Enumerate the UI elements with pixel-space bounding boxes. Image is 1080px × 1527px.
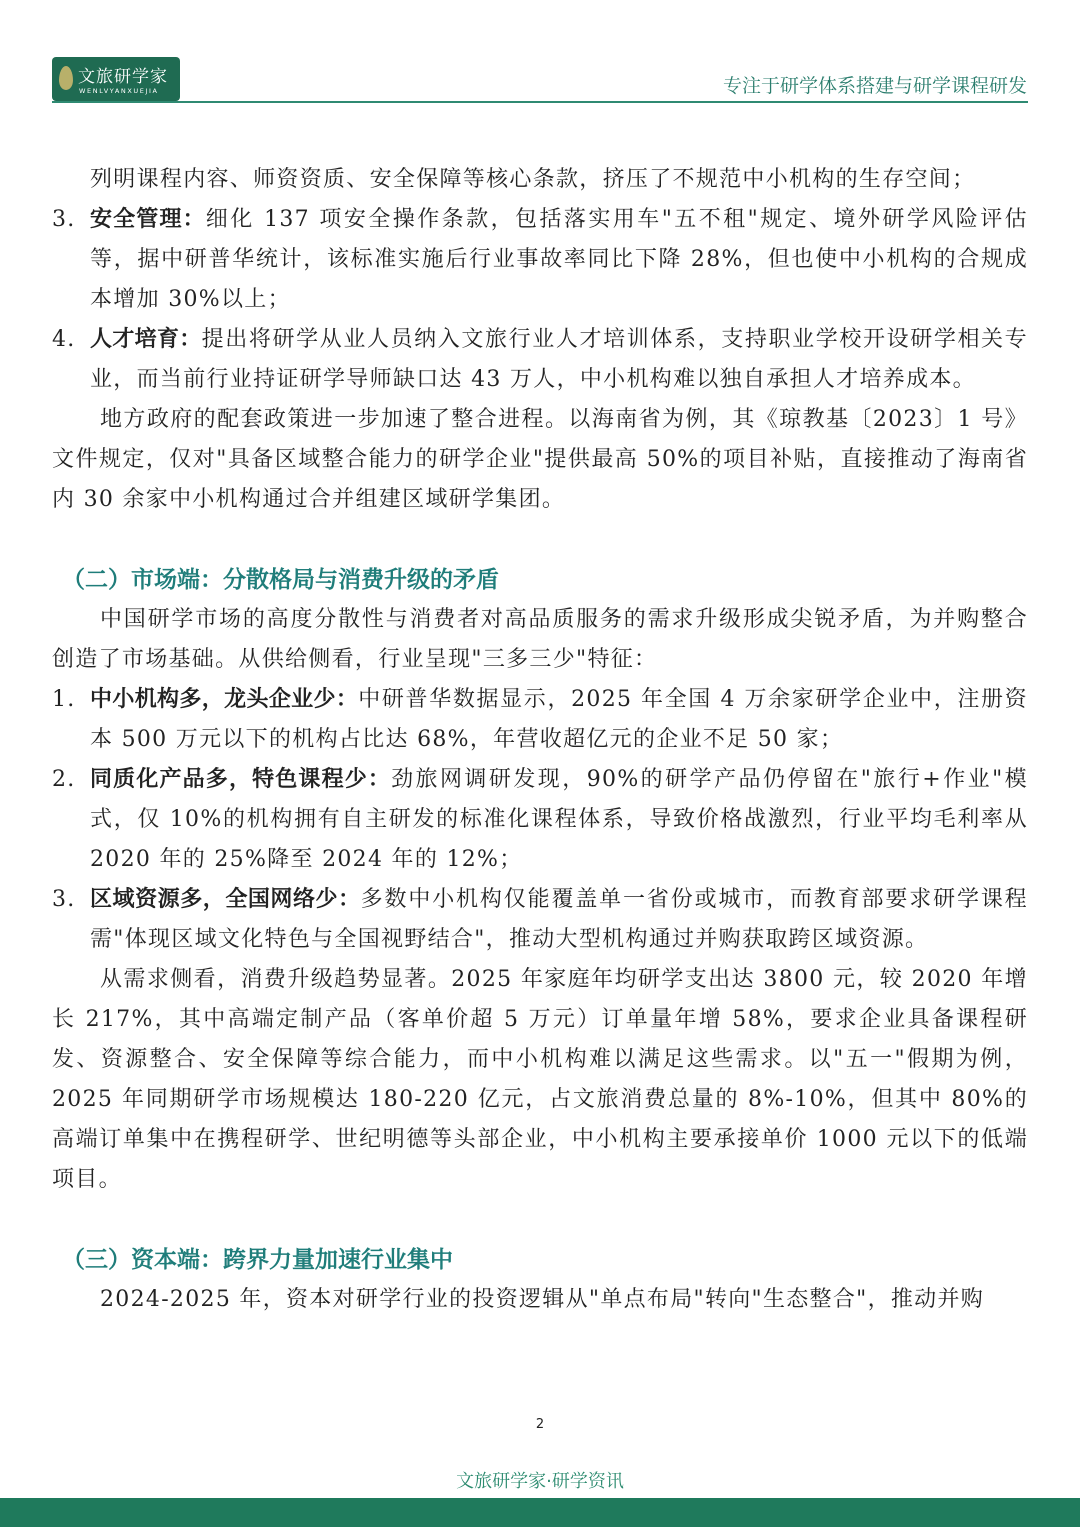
list-item-text: 劲旅网调研发现，90%的研学产品仍停留在"旅行+作业"模式，仅 10%的机构拥有自主研发的标准化课程体系，导致价格战激烈，行业平均毛利率从 2020 年的 25%降至 2024 年的 12%； xyxy=(90,767,1028,872)
page-number: 2 xyxy=(535,1417,545,1432)
list-item-text: 提出将研学从业人员纳入文旅行业人才培训体系，支持职业学校开设研学相关专业，而当前行业持证研学导师缺口达 43 万人，中小机构难以独自承担人才培养成本。 xyxy=(90,327,1028,392)
paragraph-capital: 2024-2025 年，资本对研学行业的投资逻辑从"单点布局"转向"生态整合"，推动并购 xyxy=(100,1287,985,1312)
leaf-icon xyxy=(59,66,73,90)
footer-bar xyxy=(0,1498,1080,1527)
list-number: 4. xyxy=(52,327,76,352)
footer-text: 文旅研学家·研学资讯 xyxy=(456,1471,624,1492)
list-number: 2. xyxy=(52,767,76,792)
list-item-products xyxy=(52,760,1028,880)
list-number: 1. xyxy=(52,687,76,712)
paragraph-market-intro: 中国研学市场的高度分散性与消费者对高品质服务的需求升级形成尖锐矛盾，为并购整合创造了市场基础。从供给侧看，行业呈现"三多三少"特征： xyxy=(52,607,1028,672)
document-body xyxy=(52,160,1028,1320)
list-item-key: 安全管理： xyxy=(90,207,206,232)
list-item-key: 区域资源多，全国网络少： xyxy=(90,887,361,912)
list-item-talent xyxy=(52,320,1028,400)
paragraph-continuation: 列明课程内容、师资资质、安全保障等核心条款，挤压了不规范中小机构的生存空间； xyxy=(90,167,976,192)
header-divider xyxy=(52,101,1028,103)
logo-cn-text: 文旅研学家 xyxy=(78,67,168,87)
list-item-text: 多数中小机构仅能覆盖单一省份或城市，而教育部要求研学课程需"体现区域文化特色与全国视野结合"，推动大型机构通过并购获取跨区域资源。 xyxy=(90,887,1028,952)
page-header xyxy=(0,0,1080,110)
list-item-key: 中小机构多，龙头企业少： xyxy=(90,687,359,712)
header-tagline: 专注于研学体系搭建与研学课程研发 xyxy=(722,75,1027,97)
section-title-market: （二）市场端：分散格局与消费升级的矛盾 xyxy=(62,567,499,593)
list-number: 3. xyxy=(52,207,76,232)
spacer xyxy=(52,1200,1028,1240)
list-number: 3. xyxy=(52,887,76,912)
list-item-regions xyxy=(52,880,1028,960)
section-title-capital: （三）资本端：跨界力量加速行业集中 xyxy=(62,1247,453,1273)
list-item-institutions xyxy=(52,680,1028,760)
logo-en-text: WENLVYANXUEJIA xyxy=(79,87,159,95)
spacer xyxy=(52,520,1028,560)
paragraph-demand: 从需求侧看，消费升级趋势显著。2025 年家庭年均研学支出达 3800 元，较 2020 年增长 217%，其中高端定制产品（客单价超 5 万元）订单量年增 58%，要求企业具备课程研发、资源整合、安全保障等综合能力，而中小机构难以满足这些需求。以"五一"假期为例，2025 年同期研学市场规模达 180-220 亿元，占文旅消费总量的 8%-10%，但其中 80%的高端订单集中在携程研学、世纪明德等头部企业，中小机构主要承接单价 1000 元以下的低端项目。 xyxy=(52,967,1028,1192)
list-item-key: 同质化产品多，特色课程少： xyxy=(90,767,392,792)
list-item-safety xyxy=(52,200,1028,320)
list-item-text: 细化 137 项安全操作条款，包括落实用车"五不租"规定、境外研学风险评估等，据中研普华统计，该标准实施后行业事故率同比下降 28%，但也使中小机构的合规成本增加 30%以上； xyxy=(90,207,1028,312)
brand-logo xyxy=(52,57,180,101)
list-item-key: 人才培育： xyxy=(90,327,202,352)
list-item-text: 中研普华数据显示，2025 年全国 4 万余家研学企业中，注册资本 500 万元以下的机构占比达 68%，年营收超亿元的企业不足 50 家； xyxy=(90,687,1028,752)
paragraph-local-policy: 地方政府的配套政策进一步加速了整合进程。以海南省为例，其《琼教基〔2023〕1 号》文件规定，仅对"具备区域整合能力的研学企业"提供最高 50%的项目补贴，直接推动了海南省内 30 余家中小机构通过合并组建区域研学集团。 xyxy=(52,407,1028,512)
